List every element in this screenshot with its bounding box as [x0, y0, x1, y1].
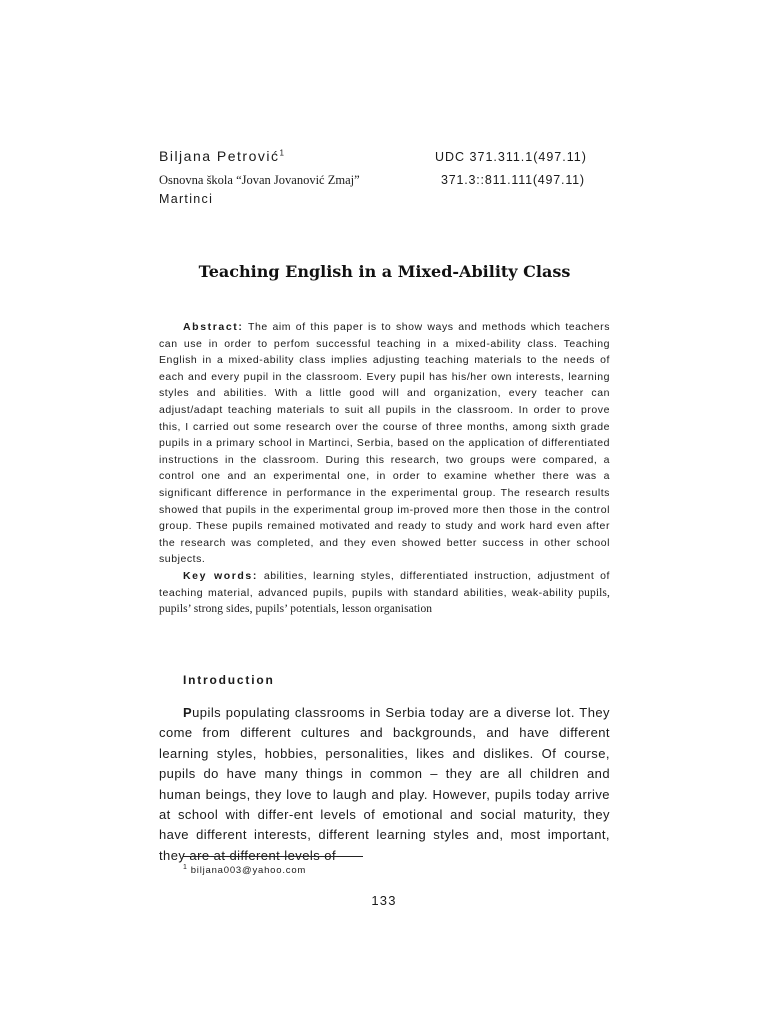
keywords-paragraph [159, 568, 610, 618]
abstract-text: The aim of this paper is to show ways and methods which teachers can use in order to perfom successful teaching in a mixed-ability class. Teaching English in a mixed-ability class implies adjusting teaching materials to the needs of each and every pupil in the classroom. Every pupil has his/her own interests, learning styles and abilities. With a little good will and organization, every teacher can adjust/adapt teaching materials to suit all pupils in the classroom. In order to prove this, I carried out some research over the course of three months, among sixth grade pupils in a primary school in Martinci, Serbia, based on the application of differentiated instructions in the classroom. During this research, two groups were compared, a control one and an experimental one, in order to examine whether there was a significant difference in performance in the experimental group. The research results showed that pupils in the experimental group im-proved more then those in the control group. These pupils remained motivated and ready to study and work hard even after the research was completed, and they even showed better success in other school subjects. [159, 321, 610, 566]
page-number: 133 [371, 893, 397, 908]
author-affiliation: Osnovna škola “Jovan Jovanović Zmaj” [159, 173, 360, 187]
paper-title: Teaching English in a Mixed-Ability Class [198, 262, 571, 281]
author-footnote-mark: 1 [279, 148, 284, 158]
abstract-paragraph [159, 319, 610, 568]
udc-code-1: UDC 371.311.1(497.11) [435, 150, 587, 164]
body-paragraph [159, 703, 610, 866]
footnote-mark: 1 [183, 864, 188, 871]
footnote [183, 864, 306, 876]
author-location: Martinci [159, 192, 214, 206]
paragraph-text: upils populating classrooms in Serbia today are a diverse lot. They come from different cultures and backgrounds, and have different learning styles, hobbies, personalities, likes and dislikes. Of course, pupils do have many things in common – they are all children and human beings, they love to laugh and play. However, pupils today arrive at school with differ-ent levels of emotional and social maturity, they have different interests, different learning styles and, most important, they are at different levels of [159, 705, 610, 863]
keywords-text-end: pupils, pupils’ strong sides, pupils’ potentials, lesson organisation [159, 586, 610, 616]
keywords-label: Key words: [183, 569, 258, 582]
udc-code-2: 371.3::811.111(497.11) [441, 173, 585, 187]
author-name-text: Biljana Petrović [159, 148, 280, 164]
abstract-label: Abstract: [183, 321, 244, 333]
section-heading: Introduction [183, 673, 275, 687]
footnote-divider [183, 856, 363, 857]
footnote-email: biljana003@yahoo.com [190, 865, 307, 877]
keywords-text: abilities, learning styles, differentiated instruction, adjustment of teaching material, advanced pupils, pupils with standard abilities, weak-ability [159, 569, 610, 599]
author-name [159, 148, 284, 164]
paragraph-first-letter: P [183, 705, 193, 720]
abstract [159, 319, 610, 618]
body-text [159, 703, 610, 866]
